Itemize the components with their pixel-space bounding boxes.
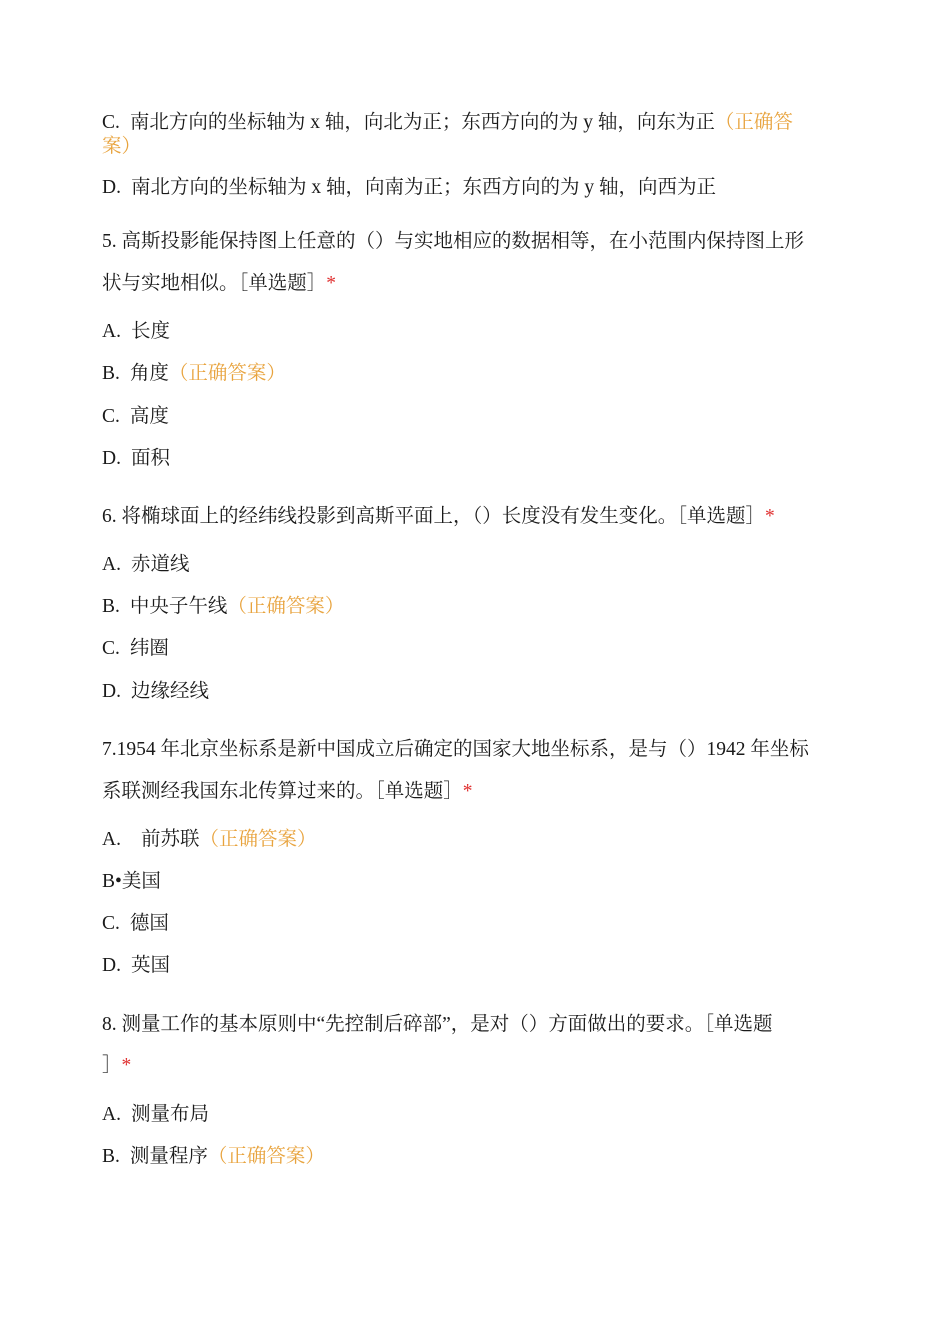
required-star: * bbox=[326, 273, 337, 294]
option-text: 前苏联 bbox=[140, 829, 200, 850]
required-star: * bbox=[765, 506, 775, 527]
q7-option-a bbox=[102, 828, 842, 852]
answer-tag: （正确答案） bbox=[168, 363, 286, 384]
q5-option-d bbox=[102, 447, 842, 471]
q7-stem-line1: 7.1954 年北京坐标系是新中国成立后确定的国家大地坐标系，是与（）1942 年坐标 bbox=[102, 739, 809, 760]
answer-tag: （正确答案） bbox=[227, 596, 345, 617]
option-label: A. bbox=[102, 554, 121, 575]
option-label: C. bbox=[102, 913, 120, 934]
q5-option-c bbox=[102, 405, 842, 429]
answer-tag: （正确答 bbox=[714, 112, 793, 133]
q6-option-b bbox=[102, 595, 842, 619]
option-text: 角度 bbox=[129, 363, 169, 384]
option-text: 中央子午线 bbox=[129, 596, 228, 617]
option-label: C. bbox=[102, 638, 120, 659]
option-text: 英国 bbox=[130, 955, 170, 976]
q4-option-d bbox=[102, 176, 842, 200]
q5-option-b bbox=[102, 362, 842, 386]
option-text: 测量布局 bbox=[130, 1104, 209, 1125]
option-label: D. bbox=[102, 177, 121, 198]
option-text: 高度 bbox=[129, 406, 169, 427]
option-label: A. bbox=[102, 321, 121, 342]
question-text: 状与实地相似。［单选题］ bbox=[102, 273, 327, 294]
q7-option-c bbox=[102, 912, 842, 936]
q6-option-c bbox=[102, 637, 842, 661]
question-text: 6. 将椭球面上的经纬线投影到高斯平面上，（）长度没有发生变化。［单选题］ bbox=[102, 506, 766, 527]
option-text: 长度 bbox=[130, 321, 170, 342]
option-text: 边缘经线 bbox=[130, 681, 209, 702]
q6-option-a bbox=[102, 553, 842, 577]
q6-stem bbox=[102, 505, 842, 529]
q5-stem-line2 bbox=[102, 272, 842, 296]
q7-option-b bbox=[102, 870, 842, 894]
q4-option-c bbox=[102, 111, 842, 135]
option-label: B. bbox=[102, 596, 120, 617]
q8-option-a bbox=[102, 1103, 842, 1127]
option-label: D. bbox=[102, 448, 121, 469]
option-label: C. bbox=[102, 406, 120, 427]
option-label: B. bbox=[102, 363, 120, 384]
option-text: 南北方向的坐标轴为 x 轴，向北为正；东西方向的为 y 轴，向东为正 bbox=[129, 112, 715, 133]
option-label: A. bbox=[102, 829, 121, 850]
q7-stem-line2 bbox=[102, 780, 842, 804]
option-text: 德国 bbox=[129, 913, 169, 934]
option-text: 美国 bbox=[121, 871, 161, 892]
option-text: 赤道线 bbox=[130, 554, 190, 575]
question-text: ］ bbox=[102, 1055, 122, 1076]
q4-option-c-cont bbox=[102, 135, 842, 159]
answer-tag: （正确答案） bbox=[207, 1146, 325, 1167]
option-label: D. bbox=[102, 955, 121, 976]
required-star: * bbox=[462, 781, 473, 802]
q8-stem-line1: 8. 测量工作的基本原则中“先控制后碎部”，是对（）方面做出的要求。［单选题 bbox=[102, 1014, 773, 1035]
required-star: * bbox=[121, 1055, 132, 1076]
answer-tag: 案） bbox=[102, 136, 142, 157]
option-label: B• bbox=[102, 871, 122, 892]
q7-option-d bbox=[102, 954, 842, 978]
option-label: C. bbox=[102, 112, 120, 133]
option-label: A. bbox=[102, 1104, 121, 1125]
q5-stem-line1: 5. 高斯投影能保持图上任意的（）与实地相应的数据相等，在小范围内保持图上形 bbox=[102, 231, 805, 252]
option-label: D. bbox=[102, 681, 121, 702]
q6-option-d bbox=[102, 680, 842, 704]
option-text: 纬圈 bbox=[129, 638, 169, 659]
option-text: 面积 bbox=[130, 448, 170, 469]
option-text: 南北方向的坐标轴为 x 轴，向南为正；东西方向的为 y 轴，向西为正 bbox=[130, 177, 716, 198]
option-text: 测量程序 bbox=[129, 1146, 208, 1167]
q8-stem-line2 bbox=[102, 1054, 842, 1078]
answer-tag: （正确答案） bbox=[199, 829, 317, 850]
question-text: 系联测经我国东北传算过来的。［单选题］ bbox=[102, 781, 463, 802]
q5-option-a bbox=[102, 320, 842, 344]
q8-option-b bbox=[102, 1145, 842, 1169]
option-label: B. bbox=[102, 1146, 120, 1167]
